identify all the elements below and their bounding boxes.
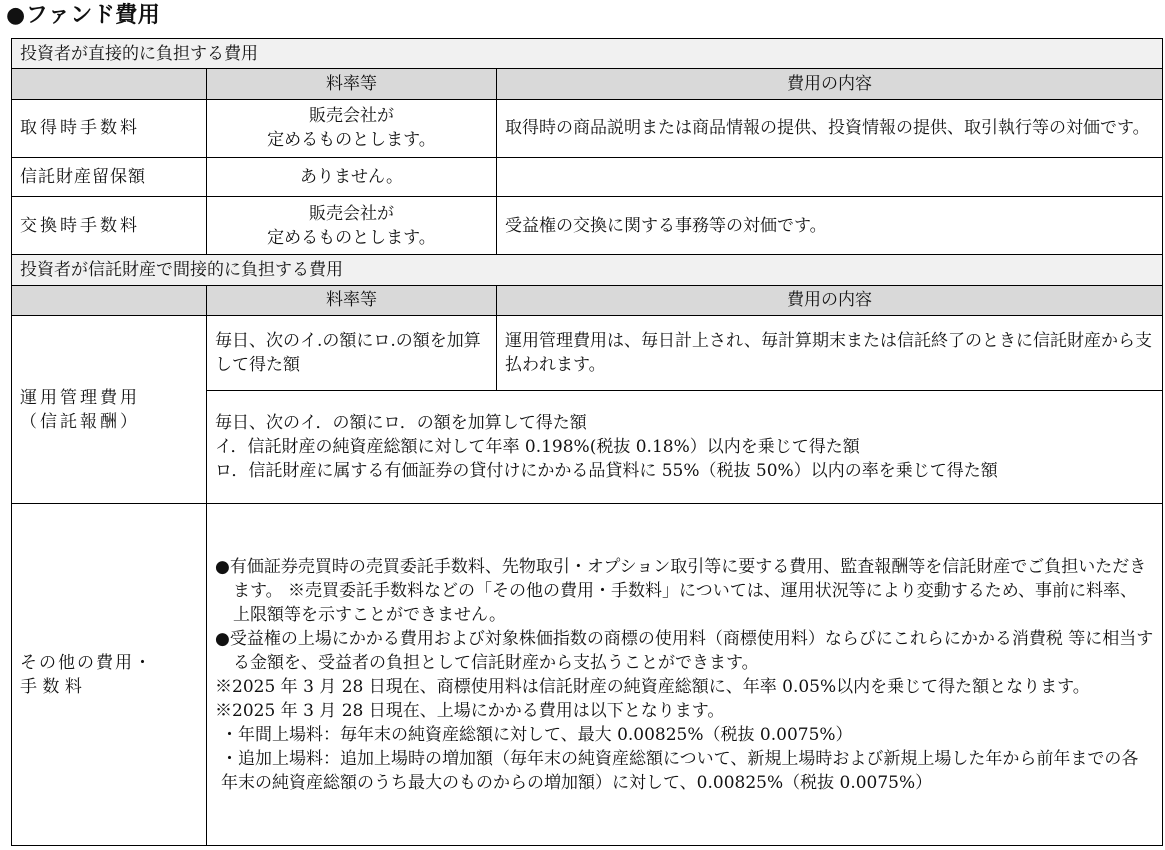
purchase-fee-label: 取得時手数料 — [12, 99, 207, 158]
page-title: ●ファンド費用 — [6, 3, 161, 28]
table-row — [12, 158, 1163, 196]
fund-fee-table — [11, 38, 1163, 846]
other-fees-label-line1: その他の費用・ — [20, 652, 153, 673]
other-fees-bullet-2: ●受益権の上場にかかる費用および対象株価指数の商標の使用料（商標使用料）ならびにこれらにかかる消費税 等に相当する金額を、受益者の負担として信託財産から支払うことができます。 — [215, 628, 1154, 673]
indirect-section-header: 投資者が信託財産で間接的に負担する費用 — [12, 255, 1163, 285]
purchase-fee-rate — [207, 99, 497, 158]
other-fees-label — [12, 504, 207, 846]
direct-col-rate-header: 料率等 — [207, 69, 497, 99]
management-fee-label-line1: 運用管理費用 — [20, 387, 140, 408]
table-row — [12, 316, 1163, 391]
exchange-fee-rate — [207, 196, 497, 255]
other-fees-label-char: 数 — [42, 676, 60, 697]
management-fee-detail-ro: ロ．信託財産に属する有価証券の貸付けにかかる品貸料に 55%（税抜 50%）以内の率を乗じて得た額 — [215, 460, 998, 481]
management-fee-label-line2: （信託報酬） — [20, 411, 140, 432]
other-fees-note-1: ※2025 年 3 月 28 日現在、商標使用料は信託財産の純資産総額に、年率 0.05%以内を乗じて得た額となります。 — [215, 676, 1090, 697]
annual-listing-fee: ・年間上場料：毎年末の純資産総額に対して、最大 0.00825%（税抜 0.0075%） — [221, 724, 853, 745]
indirect-header-blank — [12, 285, 207, 315]
indirect-section-row — [12, 255, 1163, 285]
management-fee-detail-intro: 毎日、次のイ．の額にロ．の額を加算して得た額 — [215, 412, 587, 433]
exchange-fee-rate-line2: 定めるものとします。 — [267, 227, 436, 248]
direct-column-header-row — [12, 69, 1163, 99]
management-fee-detail — [207, 390, 1163, 503]
other-fees-label-line2 — [20, 675, 170, 699]
exchange-fee-rate-line1: 販売会社が — [309, 203, 394, 224]
other-fees-label-char: 手 — [20, 676, 37, 697]
management-fee-detail-i: イ．信託財産の純資産総額に対して年率 0.198%(税抜 0.18%）以内を乗じて得た額 — [215, 436, 860, 457]
additional-listing-fee: ・追加上場料：追加上場時の増加額（毎年末の純資産総額について、新規上場時および新規上場した年から前年までの各年末の純資産総額のうち最大のものからの増加額）に対して、0.00825%（税抜 0.0075%） — [221, 748, 1139, 793]
other-fees-bullet-1: ●有価証券売買時の売買委託手数料、先物取引・オプション取引等に要する費用、監査報酬等を信託財産でご負担いただきます。 ※売買委託手数料などの「その他の費用・手数料」については、運用状況等により変動するため、事前に料率、上限額等を示すことができません。 — [215, 556, 1147, 625]
purchase-fee-rate-line1: 販売会社が — [309, 106, 394, 127]
direct-col-content-header: 費用の内容 — [497, 69, 1163, 99]
table-row — [12, 99, 1163, 158]
table-row — [12, 196, 1163, 255]
management-fee-rate: 毎日、次のイ.の額にロ.の額を加算して得た額 — [207, 316, 497, 391]
other-fees-note-2: ※2025 年 3 月 28 日現在、上場にかかる費用は以下となります。 — [215, 700, 725, 721]
management-fee-label — [12, 316, 207, 504]
other-fees-label-char: 料 — [64, 676, 82, 697]
trust-reserve-content — [497, 158, 1163, 196]
other-fees-content — [207, 504, 1163, 846]
trust-reserve-rate: ありません。 — [207, 158, 497, 196]
purchase-fee-content: 取得時の商品説明または商品情報の提供、投資情報の提供、取引執行等の対価です。 — [497, 99, 1163, 158]
indirect-column-header-row — [12, 285, 1163, 315]
purchase-fee-rate-line2: 定めるものとします。 — [267, 130, 436, 151]
indirect-col-rate-header: 料率等 — [207, 285, 497, 315]
direct-section-header: 投資者が直接的に負担する費用 — [12, 39, 1163, 69]
management-fee-content: 運用管理費用は、毎日計上され、毎計算期末または信託終了のときに信託財産から支払われます。 — [497, 316, 1163, 391]
trust-reserve-label: 信託財産留保額 — [12, 158, 207, 196]
exchange-fee-content: 受益権の交換に関する事務等の対価です。 — [497, 196, 1163, 255]
direct-header-blank — [12, 69, 207, 99]
direct-section-row — [12, 39, 1163, 69]
indirect-col-content-header: 費用の内容 — [497, 285, 1163, 315]
exchange-fee-label: 交換時手数料 — [12, 196, 207, 255]
table-row — [12, 504, 1163, 846]
